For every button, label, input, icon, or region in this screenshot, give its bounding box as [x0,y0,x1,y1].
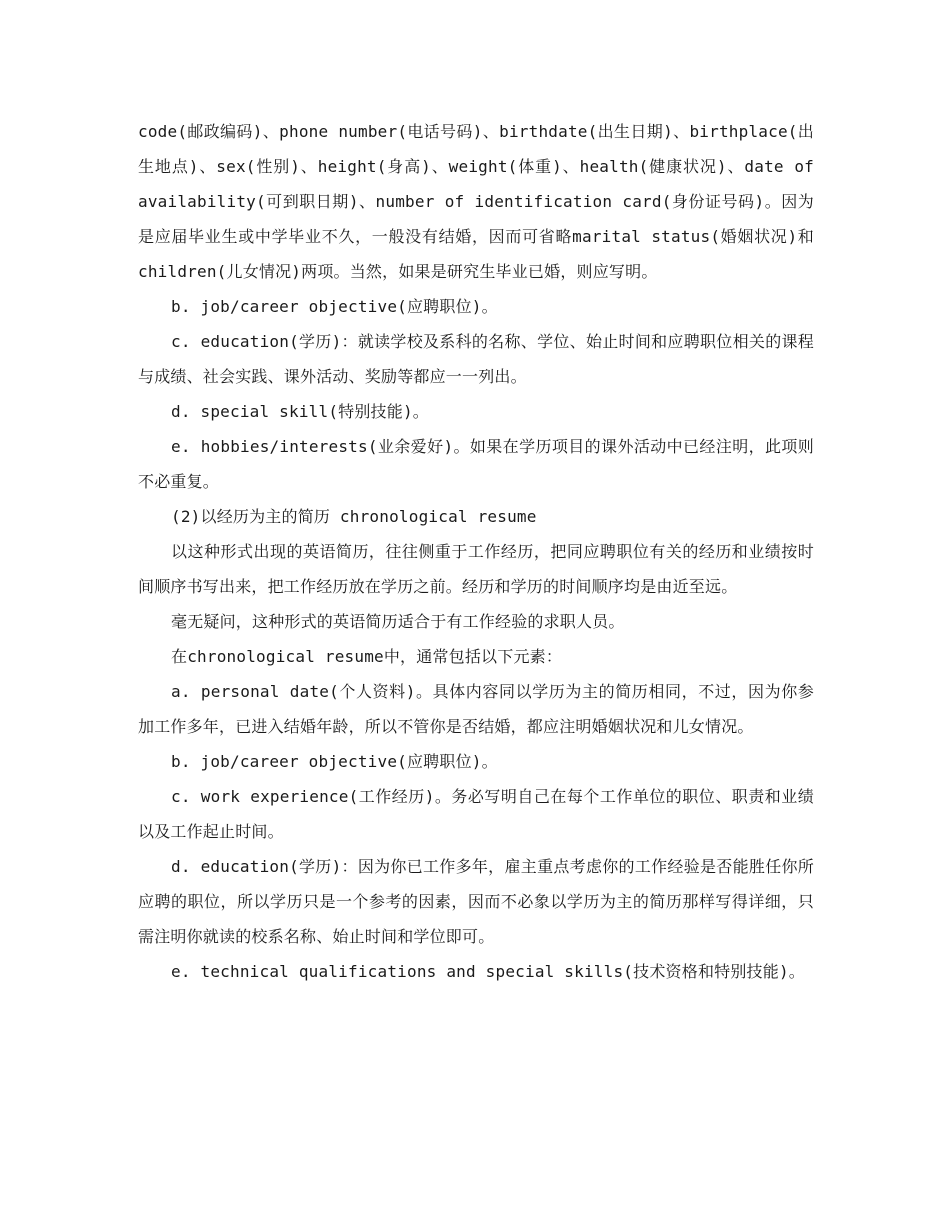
list-item-job-objective-2: b. job/career objective(应聘职位)。 [171,752,498,771]
list-item-work-experience: c. work experience(工作经历)。务必写明自己在每个工作单位的职位、职责和业绩以及工作起止时间。 [138,787,814,841]
elements-intro-paragraph: 在chronological resume中，通常包括以下元素： [171,647,563,666]
list-item-technical-qualifications: e. technical qualifications and special skills(技术资格和特别技能)。 [171,962,805,981]
document-page [138,114,814,989]
list-item-special-skill: d. special skill(特别技能)。 [171,402,429,421]
personal-info-paragraph: code(邮政编码)、phone number(电话号码)、birthdate(出生日期)、birthplace(出生地点)、sex(性别)、height(身高)、weight(体重)、health(健康状况)、date of availability(可到职日期)、number of identification card(身份证号码)。因为是应届毕业生或中学毕业不久，一般没有结婚，因而可省略marital status(婚姻状况)和children(儿女情况)两项。当然，如果是研究生毕业已婚，则应写明。 [138,122,814,281]
list-item-education-2: d. education(学历)：因为你已工作多年，雇主重点考虑你的工作经验是否能胜任你所应聘的职位，所以学历只是一个参考的因素，因而不必象以学历为主的简历那样写得详细，只需注明你就读的校系名称、始止时间和学位即可。 [138,857,814,946]
list-item-education: c. education(学历)：就读学校及系科的名称、学位、始止时间和应聘职位相关的课程与成绩、社会实践、课外活动、奖励等都应一一列出。 [138,332,814,386]
list-item-personal-date: a. personal date(个人资料)。具体内容同以学历为主的简历相同，不过，因为你参加工作多年，已进入结婚年龄，所以不管你是否结婚，都应注明婚姻状况和儿女情况。 [138,682,814,736]
list-item-job-objective: b. job/career objective(应聘职位)。 [171,297,498,316]
chronological-description-paragraph: 以这种形式出现的英语简历，往往侧重于工作经历，把同应聘职位有关的经历和业绩按时间顺序书写出来，把工作经历放在学历之前。经历和学历的时间顺序均是由近至远。 [138,542,814,596]
section-heading-chronological-resume: (2)以经历为主的简历 chronological resume [171,507,537,526]
list-item-hobbies: e. hobbies/interests(业余爱好)。如果在学历项目的课外活动中已经注明，此项则不必重复。 [138,437,814,491]
suitability-paragraph: 毫无疑问，这种形式的英语简历适合于有工作经验的求职人员。 [171,612,625,631]
